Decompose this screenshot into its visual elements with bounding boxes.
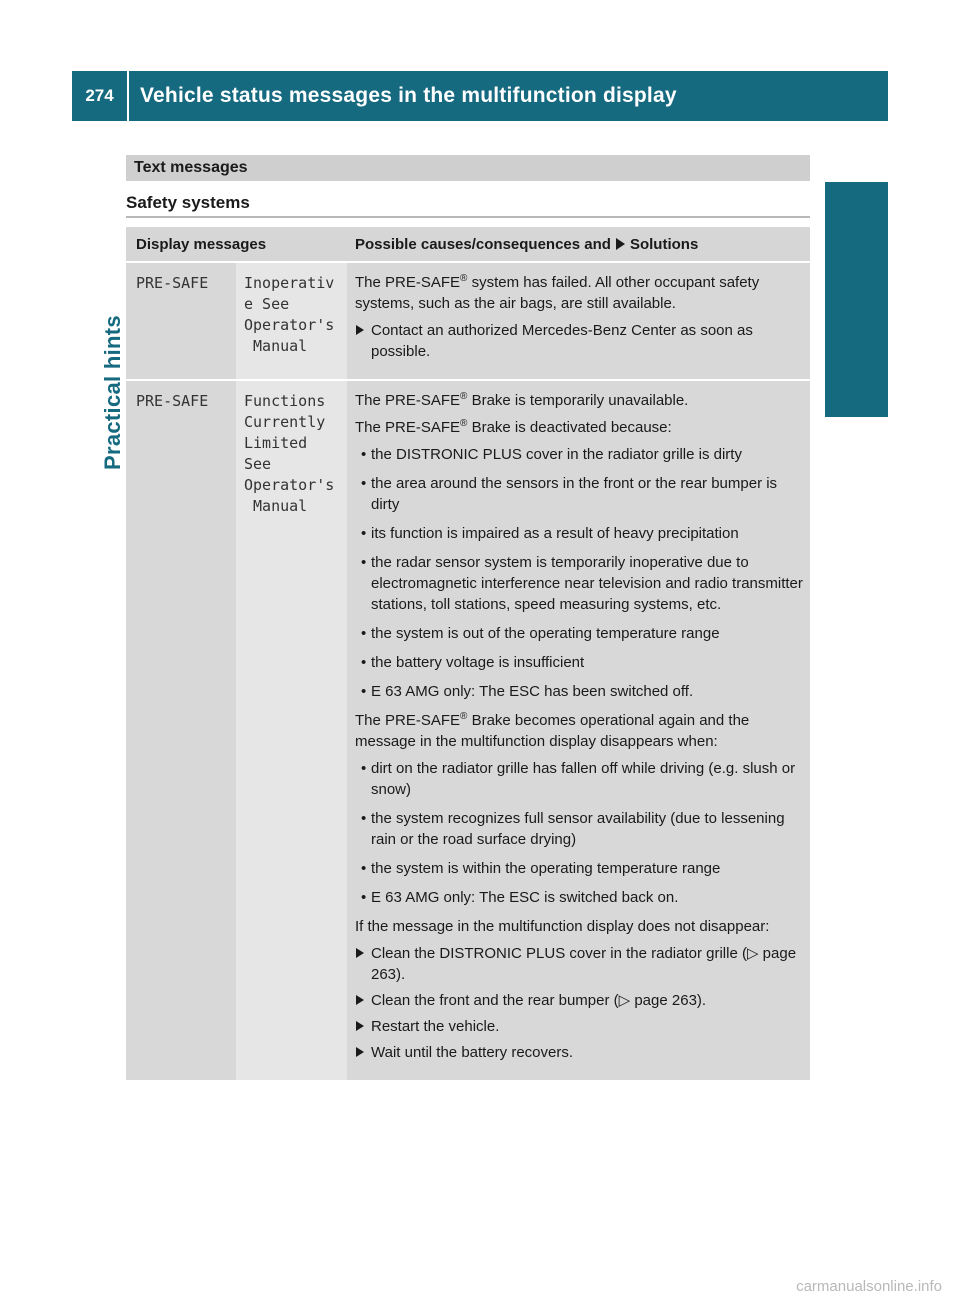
table-header (126, 227, 810, 261)
message-line: e See (244, 295, 290, 313)
watermark: carmanualsonline.info (796, 1278, 942, 1295)
message-line: Operator's (244, 476, 335, 494)
paragraph: The PRE-SAFE® Brake is temporarily unavailable. (355, 391, 689, 409)
message-text (236, 381, 347, 1080)
table-row (126, 261, 810, 379)
message-line: Manual (244, 497, 308, 515)
message-code: PRE-SAFE (126, 263, 236, 379)
condition-bullet: • the system is within the operating temperature range (355, 858, 804, 879)
col-display-messages: Display messages (136, 235, 267, 253)
paragraph: The PRE-SAFE® Brake becomes operational again and the message in the multifunction display disappears when: (355, 711, 750, 750)
cause-bullet: • the battery voltage is insufficient (355, 652, 804, 673)
side-tab-label: Practical hints (100, 315, 125, 470)
condition-bullet: • E 63 AMG only: The ESC is switched back on. (355, 887, 804, 908)
table-row (126, 379, 810, 1080)
action-item: Clean the DISTRONIC PLUS cover in the radiator grille (▷ page 263). (355, 943, 804, 985)
section-bar-label: Text messages (134, 159, 248, 176)
action-item: Restart the vehicle. (355, 1016, 804, 1037)
message-line: Manual (244, 337, 308, 355)
section-bar (126, 155, 810, 181)
col-causes-solutions (347, 236, 810, 253)
message-line: Inoperativ (244, 274, 335, 292)
message-line: Operator's (244, 316, 335, 334)
message-line: See (244, 455, 272, 473)
paragraph: The PRE-SAFE® system has failed. All other occupant safety systems, such as the air bags, are still available. (355, 273, 760, 312)
cause-bullet: • the system is out of the operating temperature range (355, 623, 804, 644)
page-number: 274 (85, 86, 114, 105)
cause-bullet: • the area around the sensors in the front or the rear bumper is dirty (355, 473, 804, 515)
page-header (72, 71, 888, 121)
causes-solutions (347, 263, 810, 379)
message-line: Currently (244, 413, 326, 431)
arrow-icon (616, 238, 625, 250)
message-line: Functions (244, 392, 326, 410)
page-title: Vehicle status messages in the multifunction display (140, 84, 677, 107)
col-solutions-label: Solutions (629, 235, 699, 253)
cause-bullet: • E 63 AMG only: The ESC has been switched off. (355, 681, 804, 702)
message-code: PRE-SAFE (126, 381, 236, 1080)
condition-bullet: • dirt on the radiator grille has fallen off while driving (e.g. slush or snow) (355, 758, 804, 800)
action-item: Clean the front and the rear bumper (▷ page 263). (355, 990, 804, 1011)
cause-bullet: • the DISTRONIC PLUS cover in the radiator grille is dirty (355, 444, 804, 465)
paragraph: If the message in the multifunction display does not disappear: (355, 918, 770, 935)
col-causes-label: Possible causes/consequences and (355, 235, 611, 253)
subsection-heading: Safety systems (126, 193, 250, 212)
paragraph: The PRE-SAFE® Brake is deactivated because: (355, 418, 672, 436)
action-item: Wait until the battery recovers. (355, 1042, 804, 1063)
section-divider (126, 216, 810, 218)
side-tab-block (825, 182, 888, 417)
cause-bullet: • its function is impaired as a result of heavy precipitation (355, 523, 804, 544)
cause-bullet: • the radar sensor system is temporarily inoperative due to electromagnetic interference near television and radio transmitter stations, toll stations, speed measuring systems, etc. (355, 552, 804, 615)
action-item: Contact an authorized Mercedes-Benz Center as soon as possible. (355, 320, 804, 362)
condition-bullet: • the system recognizes full sensor availability (due to lessening rain or the road surface drying) (355, 808, 804, 850)
causes-solutions (347, 381, 810, 1080)
message-text (236, 263, 347, 379)
message-line: Limited (244, 434, 308, 452)
messages-table (126, 227, 810, 1080)
